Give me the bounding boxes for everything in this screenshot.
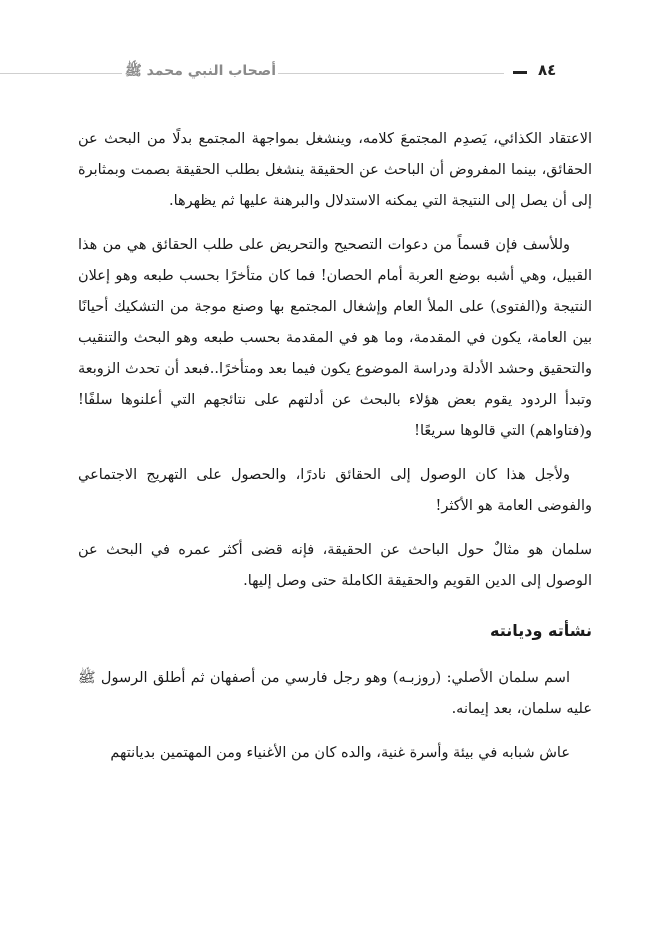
header-rule-middle bbox=[278, 73, 504, 74]
paragraph: اسم سلمان الأصلي: (روزبـه) وهو رجل فارسي من أصفهان ثم أطلق الرسول ﷺ عليه سلمان، بعد إيمانه. bbox=[78, 670, 592, 717]
page-body bbox=[78, 124, 592, 782]
paragraph: ولأجل هذا كان الوصول إلى الحقائق نادرًا، والحصول على التهريج الاجتماعي والفوضى العامة هو الأكثر! bbox=[78, 467, 592, 514]
header-rule-left bbox=[0, 73, 122, 74]
paragraph: عاش شبابه في بيئة وأسرة غنية، والده كان من الأغنياء ومن المهتمين بديانتهم bbox=[110, 745, 570, 761]
running-title: أصحاب النبي محمد ﷺ bbox=[124, 63, 276, 79]
paragraph: وللأسف فإن قسماً من دعوات التصحيح والتحريض على طلب الحقائق هي من هذا القبيل، وهي أشبه بوضع العربة أمام الحصان! فما كان متأخرًا بحسب طبعه وهو إعلان النتيجة و(الفتوى) على الملأ العام وإشغال المجتمع بها وصنع موجة من التشكيك أحيانًا بين العامة، يكون في المقدمة، وما هو في المقدمة بحسب طبعه وهو البحث والتنقيب والتحقيق وحشد الأدلة ودراسة الموضوع يكون فيما بعد ومتأخرًا..فبعد أن تحدث الزوبعة وتبدأ الردود يقوم بعض هؤلاء بالبحث عن أدلتهم على نتائجهم التي أعلنوها سلفًا! و(فتاواهم) التي قالوها سريعًا! bbox=[78, 237, 592, 439]
paragraph: سلمان هو مثالٌ حول الباحث عن الحقيقة، فإنه قضى أكثر عمره في البحث عن الوصول إلى الدين القويم والحقيقة الكاملة حتى وصل إليها. bbox=[78, 542, 592, 589]
header-dash bbox=[513, 71, 527, 74]
paragraph: الاعتقاد الكذائي، يَصدِم المجتمعَ كلامه، وينشغل بمواجهة المجتمع بدلًا من البحث عن الحقائق، بينما المفروض أن الباحث عن الحقيقة ينشغل بطلب الحقيقة بصمت وبمثابرة إلى أن يصل إلى النتيجة التي يمكنه الاستدلال والبرهنة عليها ثم يظهرها. bbox=[78, 131, 592, 209]
section-heading: نشأته وديانته bbox=[490, 621, 592, 640]
page-number: ٨٤ bbox=[538, 61, 557, 79]
page-header bbox=[0, 58, 669, 88]
